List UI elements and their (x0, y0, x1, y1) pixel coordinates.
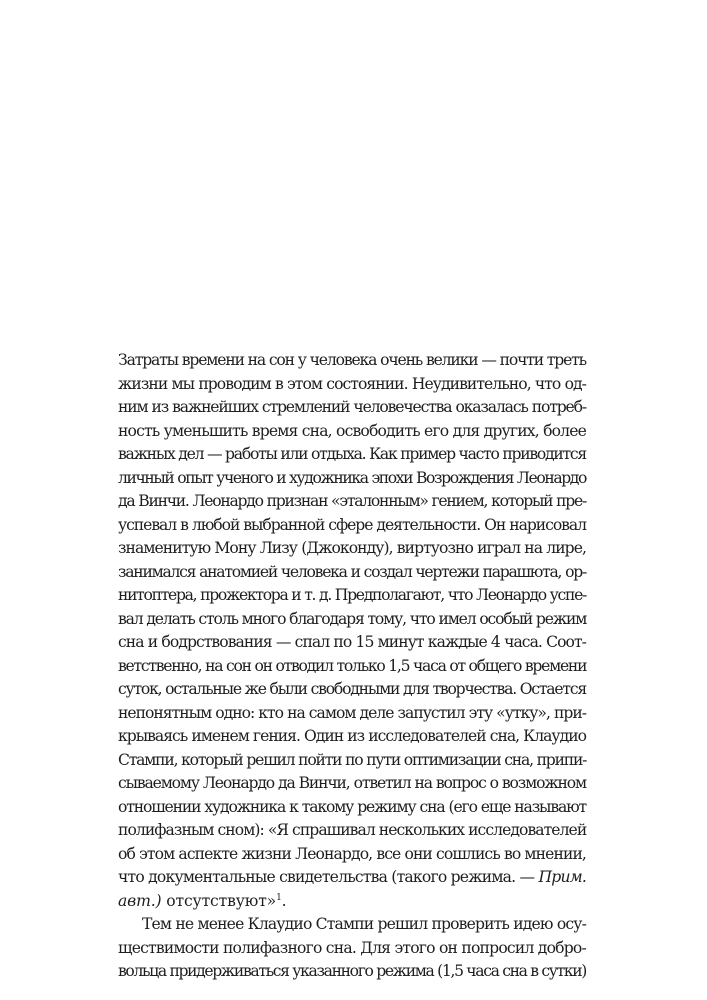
text-line (118, 913, 586, 937)
text-line (118, 866, 586, 890)
text-line (118, 584, 586, 608)
text-run: Стампи, который решил пойти по пути оптимизации сна, припи- (118, 750, 587, 769)
text-run: жизни мы проводим в этом состоянии. Неудивительно, что од- (118, 374, 586, 393)
text-run: знаменитую Мону Лизу (Джоконду), виртуозно играл на лире, (118, 539, 586, 557)
italic-text: Прим. (538, 868, 586, 886)
paragraph (118, 913, 586, 984)
text-run: ществимости полифазного сна. Для этого он попросил добро- (118, 938, 586, 957)
text-run: нитоптера, прожектора и т. д. Предполагают, что Леонардо успе- (118, 586, 586, 604)
text-line (118, 749, 586, 773)
text-line (118, 514, 586, 538)
text-line (118, 490, 586, 514)
text-line (118, 678, 586, 702)
body-text (118, 349, 586, 984)
text-run: занимался анатомией человека и создал чертежи парашюта, ор- (118, 562, 586, 581)
text-line (118, 655, 586, 679)
text-line (118, 396, 586, 420)
text-run: об этом аспекте жизни Леонардо, все они сошлись во мнении, (118, 844, 586, 863)
text-line (118, 702, 586, 726)
text-line (118, 420, 586, 444)
paragraph (118, 349, 586, 913)
text-line (118, 843, 586, 867)
text-line (118, 890, 586, 914)
text-run: Затраты времени на сон у человека очень велики — почти треть (118, 351, 586, 369)
text-line (118, 819, 586, 843)
text-run: да Винчи. Леонардо признан «эталонным» гением, который пре- (118, 492, 586, 510)
text-run: отсутствуют» (161, 891, 277, 910)
text-line (118, 467, 586, 491)
text-run: сна и бодрствования — спал по 15 минут каждые 4 часа. Соот- (118, 633, 586, 651)
text-line (118, 537, 586, 561)
text-line (118, 561, 586, 585)
text-run: вал делать столь много благодаря тому, что имел особый режим (118, 609, 587, 628)
text-line (118, 443, 586, 467)
text-line (118, 373, 586, 397)
text-run: важных дел — работы или отдыха. Как пример часто приводится (118, 445, 586, 463)
text-run: непонятным одно: кто на самом деле запустил эту «утку», при- (118, 703, 586, 722)
text-line (118, 608, 586, 632)
italic-text: авт.) (118, 891, 162, 910)
text-run: . (281, 891, 287, 910)
text-run: ним из важнейших стремлений человечества оказалась потреб- (118, 398, 586, 416)
text-line (118, 725, 586, 749)
text-line (118, 937, 586, 961)
text-run: крываясь именем гения. Один из исследователей сна, Клаудио (118, 727, 586, 745)
text-line (118, 349, 586, 373)
text-line (118, 772, 586, 796)
text-run: ветственно, на сон он отводил только 1,5 часа от общего времени (118, 656, 587, 675)
text-run: что документальные свидетельства (такого режима. — (118, 868, 539, 886)
text-run: полифазным сном): «Я спрашивал нескольких исследователей (118, 821, 587, 839)
text-run: сываемому Леонардо да Винчи, ответил на вопрос о возможном (118, 774, 586, 792)
text-run: успевал в любой выбранной сфере деятельности. Он нарисовал (118, 515, 586, 534)
text-run: личный опыт ученого и художника эпохи Возрождения Леонардо (118, 468, 586, 487)
text-run: отношении художника к такому режиму сна (его еще называют (118, 797, 586, 816)
text-line (118, 960, 586, 984)
text-line (118, 631, 586, 655)
text-run: суток, остальные же были свободными для творчества. Остается (118, 680, 586, 698)
text-run: вольца придерживаться указанного режима (1,5 часа сна в сутки) (118, 962, 586, 980)
text-line (118, 796, 586, 820)
text-run: Тем не менее Клаудио Стампи решил проверить идею осу- (142, 915, 586, 933)
text-run: ность уменьшить время сна, освободить его для других, более (118, 421, 586, 440)
footnote-ref: 1 (276, 892, 282, 903)
